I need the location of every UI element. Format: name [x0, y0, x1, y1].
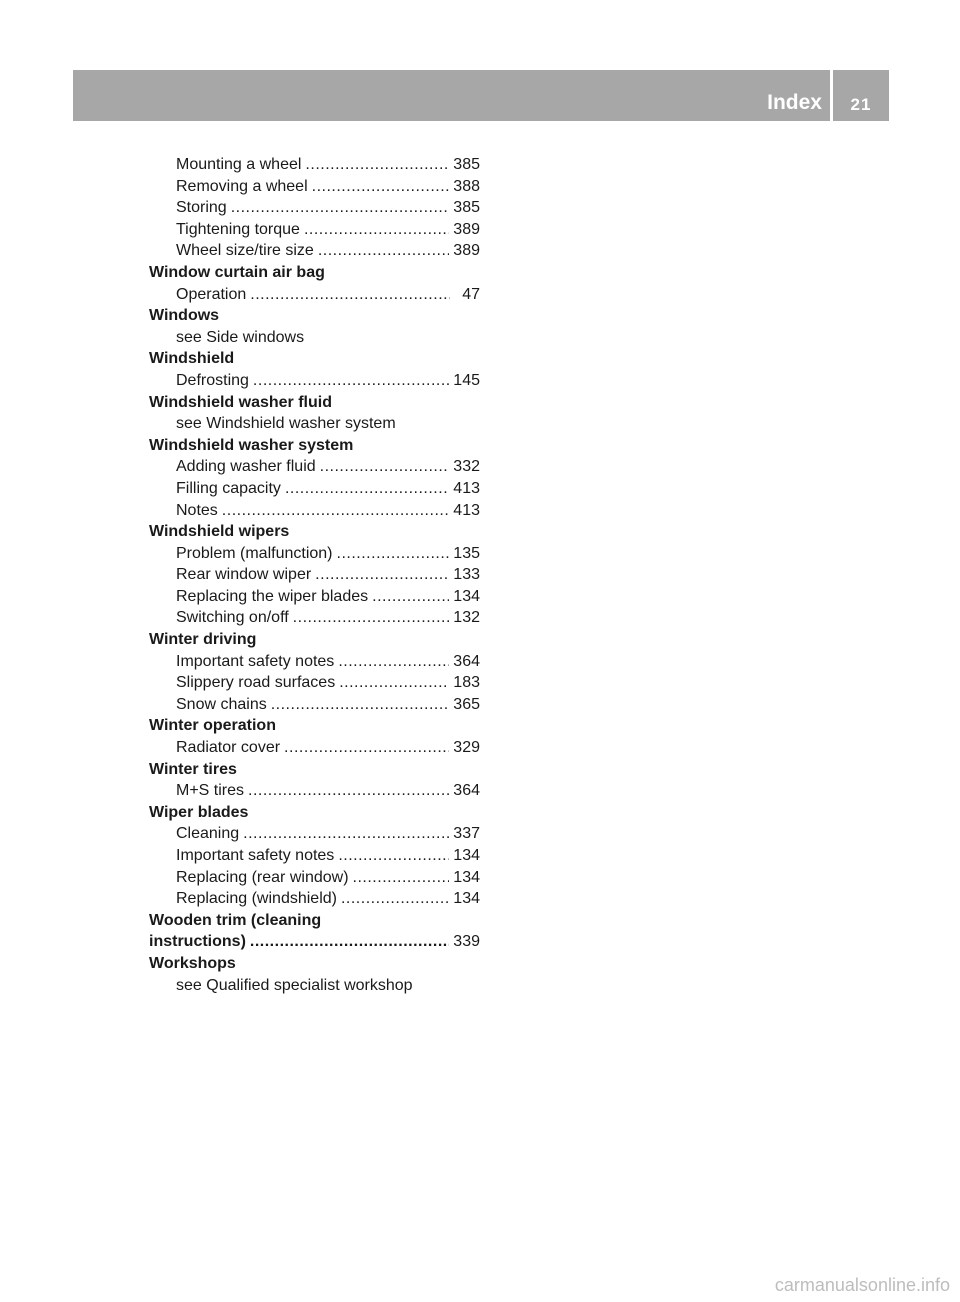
index-subentry: [149, 586, 480, 608]
entry-page-number: 389: [453, 242, 480, 260]
index-subentry: [149, 694, 480, 716]
index-subentry: [149, 780, 480, 802]
entry-label: Filling capacity: [176, 479, 281, 497]
entry-page-number: 134: [453, 847, 480, 864]
dot-leader: [312, 176, 450, 198]
entry-page-number: 133: [453, 566, 480, 584]
dot-leader: [337, 543, 450, 565]
dot-leader: [341, 888, 449, 910]
index-subentry: [149, 284, 480, 306]
index-heading: Windshield: [149, 350, 235, 368]
dot-leader: [305, 154, 449, 176]
entry-page-number: 388: [453, 177, 480, 195]
entry-label: Rear window wiper: [176, 566, 312, 584]
index-subentry: [149, 651, 480, 673]
entry-label: Removing a wheel: [176, 177, 308, 195]
entry-label: Storing: [176, 199, 227, 217]
index-see-reference: see Side windows: [176, 328, 305, 346]
index-subentry: [149, 370, 480, 392]
dot-leader: [304, 219, 449, 241]
entry-page-number: 134: [453, 587, 480, 605]
entry-page-number: 134: [453, 868, 480, 886]
entry-label: Replacing (windshield): [176, 890, 337, 908]
entry-page-number: 364: [453, 652, 480, 670]
index-subentry: [149, 197, 480, 219]
dot-leader: [248, 780, 449, 802]
entry-label: Radiator cover: [176, 739, 281, 757]
index-subentry: [149, 737, 480, 759]
index-heading: Winter operation: [149, 717, 276, 735]
dot-leader: [243, 823, 449, 845]
dot-leader: [250, 284, 450, 306]
index-subentry: [149, 672, 480, 694]
header-divider: [830, 70, 833, 121]
entry-page-number: 385: [453, 156, 480, 173]
index-heading: Windshield wipers: [149, 523, 290, 541]
entry-label: Wheel size/tire size: [176, 242, 314, 260]
entry-label: Replacing the wiper blades: [176, 587, 369, 605]
section-title: Index: [767, 91, 822, 114]
entry-label: Important safety notes: [176, 847, 335, 864]
entry-label: Cleaning: [176, 825, 240, 843]
dot-leader: [284, 737, 449, 759]
dot-leader: [338, 651, 449, 673]
dot-leader: [372, 586, 449, 608]
entry-label: Problem (malfunction): [176, 544, 333, 562]
entry-page-number: 385: [453, 199, 480, 217]
entry-page-number: 47: [462, 285, 480, 303]
dot-leader: [320, 456, 450, 478]
entry-page-number: 413: [453, 501, 480, 519]
index-subentry: [149, 154, 480, 176]
entry-page-number: 329: [453, 739, 480, 757]
dot-leader: [318, 240, 449, 262]
dot-leader: [293, 607, 450, 629]
index-heading: Winter driving: [149, 631, 257, 649]
index-heading: Window curtain air bag: [149, 263, 325, 281]
entry-page-number: 364: [453, 782, 480, 800]
entry-label: Notes: [176, 501, 218, 519]
watermark: carmanualsonline.info: [774, 1275, 950, 1295]
index-subentry: [149, 823, 480, 845]
entry-label: Adding washer fluid: [176, 458, 316, 476]
index-subentry: [149, 176, 480, 198]
index-subentry: [149, 543, 480, 565]
index-heading: Workshops: [149, 954, 236, 972]
index-heading: Windows: [149, 307, 220, 325]
dot-leader: [250, 931, 449, 953]
entry-label: Replacing (rear window): [176, 868, 349, 886]
dot-leader: [339, 672, 449, 694]
dot-leader: [231, 197, 450, 219]
index-subentry: [149, 456, 480, 478]
index-heading: Wiper blades: [149, 803, 249, 821]
index-subentry: [149, 867, 480, 889]
page-number: 21: [850, 95, 872, 114]
entry-label: Operation: [176, 285, 247, 303]
index-subentry: [149, 219, 480, 241]
index-column: [149, 154, 480, 996]
index-subentry: [149, 240, 480, 262]
entry-label: Snow chains: [176, 695, 267, 713]
entry-label: Important safety notes: [176, 652, 335, 670]
entry-page-number: 134: [453, 890, 480, 908]
index-heading: Winter tires: [149, 760, 237, 778]
index-see-reference: see Qualified specialist workshop: [176, 976, 413, 994]
index-subentry: [149, 888, 480, 910]
entry-label: instructions): [149, 933, 246, 951]
header-band: [73, 70, 889, 121]
dot-leader: [253, 370, 449, 392]
index-see-reference: see Windshield washer system: [176, 415, 396, 433]
index-heading: Windshield washer fluid: [149, 393, 332, 411]
entry-page-number: 145: [453, 371, 480, 389]
entry-label: Defrosting: [176, 371, 249, 389]
index-subentry: [149, 564, 480, 586]
entry-page-number: 365: [453, 695, 480, 713]
entry-label: Mounting a wheel: [176, 156, 302, 173]
dot-leader: [315, 564, 449, 586]
entry-label: Switching on/off: [176, 609, 289, 627]
index-heading: Windshield washer system: [149, 436, 354, 454]
index-heading: Wooden trim (cleaning: [149, 911, 322, 929]
entry-page-number: 183: [453, 674, 480, 692]
entry-page-number: 413: [453, 479, 480, 497]
entry-label: Slippery road surfaces: [176, 674, 336, 692]
entry-page-number: 132: [453, 609, 480, 627]
entry-label: Tightening torque: [176, 220, 300, 238]
dot-leader: [271, 694, 450, 716]
index-subentry: [149, 500, 480, 522]
dot-leader: [222, 500, 450, 522]
entry-page-number: 389: [453, 220, 480, 238]
entry-page-number: 337: [453, 825, 480, 843]
dot-leader: [338, 845, 449, 867]
index-subentry: [149, 607, 480, 629]
entry-page-number: 135: [453, 544, 480, 562]
index-subentry: [149, 845, 480, 867]
entry-page-number: 339: [453, 933, 480, 951]
dot-leader: [353, 867, 450, 889]
entry-label: M+S tires: [176, 782, 245, 800]
index-heading-entry: [149, 931, 480, 953]
dot-leader: [285, 478, 449, 500]
entry-page-number: 332: [453, 458, 480, 476]
index-subentry: [149, 478, 480, 500]
